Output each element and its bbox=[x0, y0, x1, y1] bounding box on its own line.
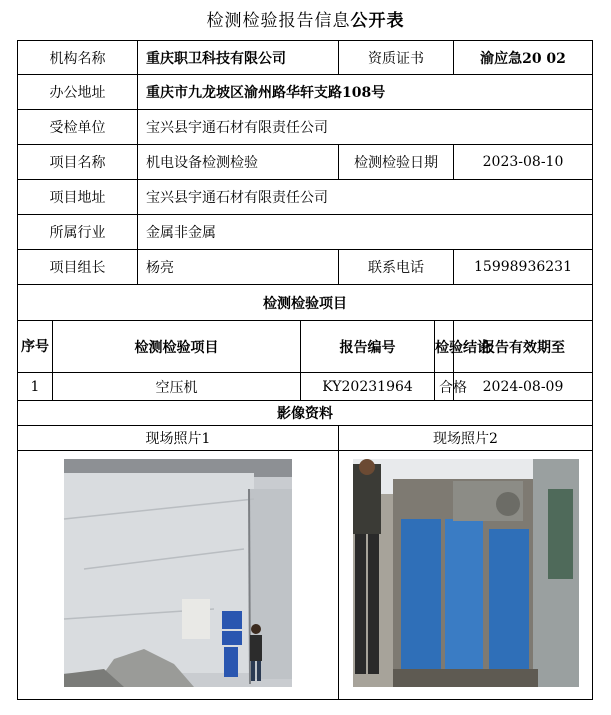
row-item: 空压机 bbox=[53, 373, 301, 401]
header-conclusion: 检验结论 bbox=[435, 321, 454, 373]
project-value: 机电设备检测检验 bbox=[138, 145, 339, 180]
items-section-title: 检测检验项目 bbox=[18, 285, 593, 321]
address-label: 项目地址 bbox=[18, 180, 138, 215]
row-report-no: KY20231964 bbox=[301, 373, 435, 401]
industry-label: 所属行业 bbox=[18, 215, 138, 250]
page-title: 检测检验报告信息公开表 bbox=[206, 11, 405, 31]
project-label: 项目名称 bbox=[18, 145, 138, 180]
table-row bbox=[18, 373, 593, 401]
header-seq: 序号 bbox=[18, 321, 53, 373]
header-item: 检测检验项目 bbox=[53, 321, 301, 373]
office-value: 重庆市九龙坡区渝州路华轩支路108号 bbox=[138, 75, 593, 110]
photo2-cell bbox=[339, 451, 593, 700]
date-value: 2023-08-10 bbox=[454, 145, 593, 180]
report-table bbox=[17, 40, 593, 700]
org-value: 重庆职卫科技有限公司 bbox=[138, 41, 339, 75]
site-photo-2 bbox=[353, 459, 579, 687]
site-photo-1 bbox=[64, 459, 292, 687]
photo1-label: 现场照片1 bbox=[18, 426, 339, 451]
row-seq: 1 bbox=[18, 373, 53, 401]
row-conclusion: 合格 bbox=[435, 373, 454, 401]
date-label: 检测检验日期 bbox=[339, 145, 454, 180]
photo1-cell bbox=[18, 451, 339, 700]
inspected-value: 宝兴县宇通石材有限责任公司 bbox=[138, 110, 593, 145]
cert-value: 渝应急20 02 bbox=[454, 41, 593, 75]
phone-label: 联系电话 bbox=[339, 250, 454, 285]
header-report-no: 报告编号 bbox=[301, 321, 435, 373]
leader-label: 项目组长 bbox=[18, 250, 138, 285]
office-label: 办公地址 bbox=[18, 75, 138, 110]
photo2-label: 现场照片2 bbox=[339, 426, 593, 451]
address-value: 宝兴县宇通石材有限责任公司 bbox=[138, 180, 593, 215]
industry-value: 金属非金属 bbox=[138, 215, 593, 250]
images-section-title: 影像资料 bbox=[18, 401, 593, 426]
row-valid-until: 2024-08-09 bbox=[454, 373, 593, 401]
leader-value: 杨亮 bbox=[138, 250, 339, 285]
cert-label: 资质证书 bbox=[339, 41, 454, 75]
org-label: 机构名称 bbox=[18, 41, 138, 75]
phone-value: 15998936231 bbox=[454, 250, 593, 285]
inspected-label: 受检单位 bbox=[18, 110, 138, 145]
header-valid-until: 报告有效期至 bbox=[454, 321, 593, 373]
